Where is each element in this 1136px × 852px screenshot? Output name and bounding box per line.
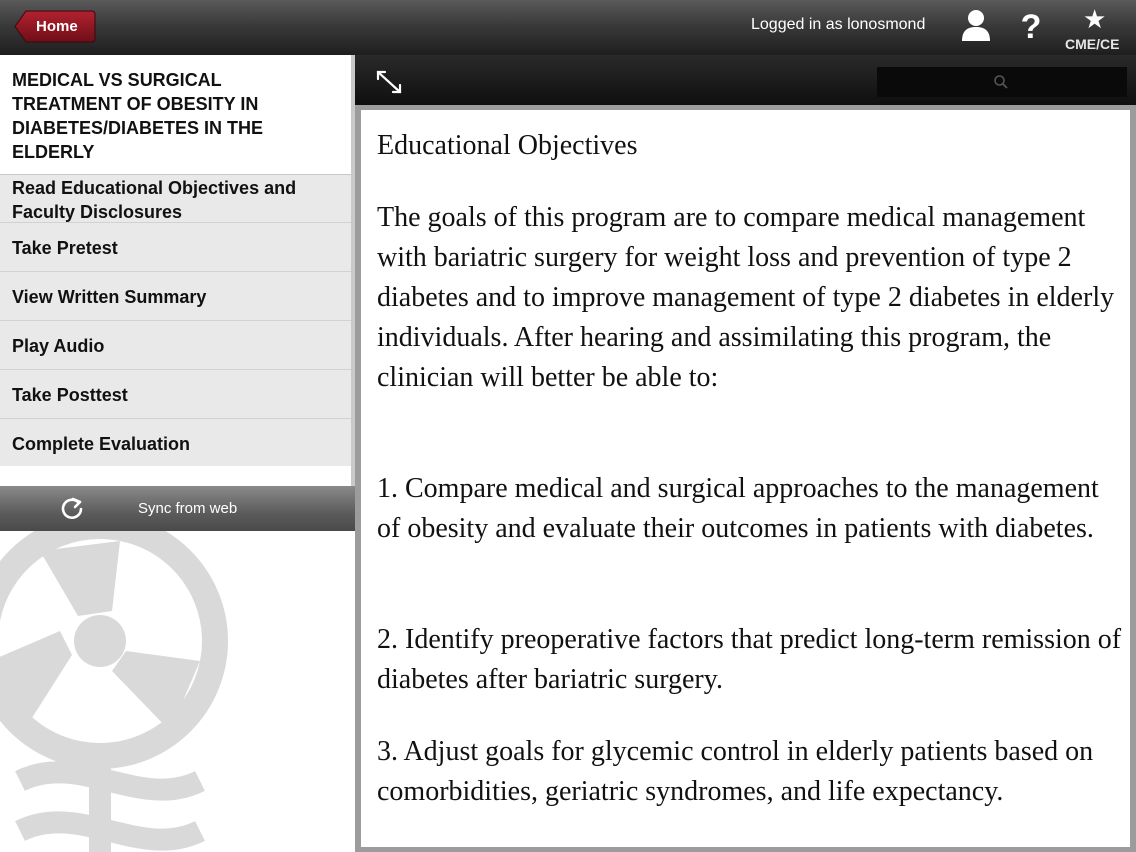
content-intro: The goals of this program are to compare medical management with bariatric surgery for weight loss and prevention of type 2 diabetes and to improve management of type 2 diabetes in elderly individuals. After hearing and assimilating this program, the clinician will better be able to: [377,202,1115,393]
objective-item: 3. Adjust goals for glycemic control in elderly patients based on comorbidities, geriatric syndromes, and life expectancy. [377,736,1094,807]
star-icon: ★ [1083,4,1107,34]
search-icon [993,74,1009,90]
menu-item-written-summary[interactable] [0,272,351,321]
help-icon[interactable]: ? [1020,8,1042,46]
menu-item-label: Play Audio [12,336,105,356]
cme-ce-button[interactable] [1062,6,1132,52]
refresh-icon [58,496,86,522]
top-bar [0,0,1136,55]
cme-ce-label: CME/CE [1065,36,1120,52]
user-icon[interactable] [960,8,992,44]
expand-icon[interactable] [373,67,405,97]
menu-item-label: Complete Evaluation [12,434,191,454]
course-menu [0,174,351,467]
left-panel [0,55,355,852]
home-button[interactable] [14,10,96,43]
menu-item-label: Read Educational Objectives and Faculty Disclosures [12,178,297,222]
course-title-box [0,55,351,174]
sync-from-web-button[interactable] [0,486,355,531]
course-title: MEDICAL VS SURGICAL TREATMENT OF OBESITY IN DIABETES/DIABETES IN THE ELDERLY [12,70,264,162]
menu-item-evaluation[interactable] [0,419,351,466]
menu-spacer [0,466,351,486]
content-heading: Educational Objectives [377,130,638,161]
sync-label: Sync from web [138,500,238,517]
home-button-label: Home [36,18,78,35]
menu-item-play-audio[interactable] [0,321,351,370]
search-field[interactable] [877,67,1127,97]
menu-item-posttest[interactable] [0,370,351,419]
document-content [361,110,1130,847]
menu-item-label: View Written Summary [12,287,207,307]
watermark-logo [0,531,355,852]
menu-item-objectives[interactable] [0,175,351,223]
logged-in-status: Logged in as lonosmond [751,16,926,33]
content-toolbar [355,55,1136,105]
menu-item-label: Take Pretest [12,238,118,258]
objective-item: 1. Compare medical and surgical approaches to the management of obesity and evaluate their outcomes in patients with diabetes. [377,473,1099,544]
menu-item-pretest[interactable] [0,223,351,272]
menu-item-label: Take Posttest [12,385,128,405]
objective-item: 2. Identify preoperative factors that predict long-term remission of diabetes after bariatric surgery. [377,624,1122,695]
